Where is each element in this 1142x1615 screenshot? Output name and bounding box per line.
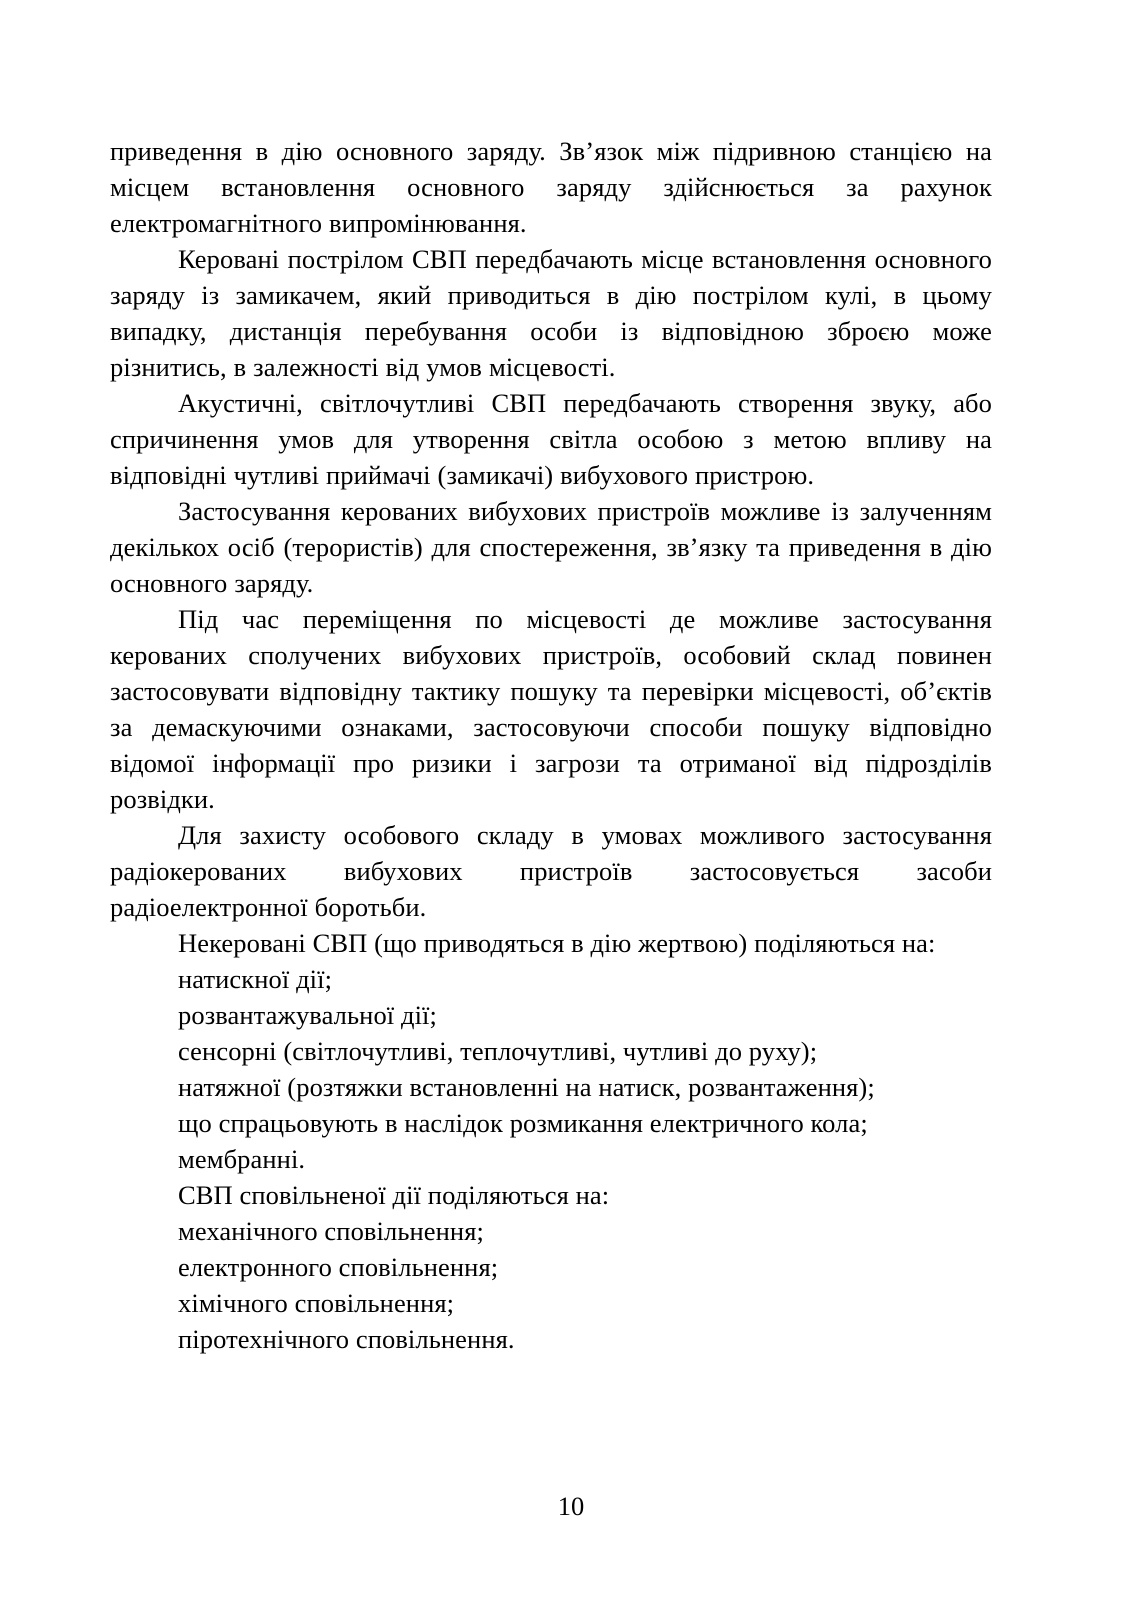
paragraph-acoustic-photosensitive: Акустичні, світлочутливі СВП передбачають створення звуку, або спричинення умов для утворення світла особою з метою впливу на відповідні чутливі приймачі (замикачі) вибухового пристрою.: [110, 388, 992, 490]
list-item: електронного сповільнення;: [178, 1252, 499, 1282]
list-item: піротехнічного сповільнення.: [178, 1324, 515, 1354]
list-item: механічного сповільнення;: [178, 1216, 484, 1246]
paragraph-application-controlled-devices: Застосування керованих вибухових пристроїв можливе із залученням декількох осіб (терористів) для спостереження, зв’язку та приведення в дію основного заряду.: [110, 496, 992, 598]
paragraph-movement-on-terrain: Під час переміщення по місцевості де можливе застосування керованих сполучених вибухових пристроїв, особовий склад повинен застосовувати відповідну тактику пошуку та перевірки місцевості, об’єктів за демаскуючими ознаками, застосовуючи способи пошуку відповідно відомої інформації про ризики і загрози та отриманої від підрозділів розвідки.: [110, 604, 992, 814]
text-column: [110, 133, 992, 1357]
list-item: що спрацьовують в наслідок розмикання електричного кола;: [178, 1108, 868, 1138]
paragraph-personnel-protection: Для захисту особового складу в умовах можливого застосування радіокерованих вибухових пристроїв застосовується засоби радіоелектронної боротьби.: [110, 820, 992, 922]
page-number: 10: [557, 1491, 585, 1521]
list-item: розвантажувальної дії;: [178, 1000, 437, 1030]
list-item: натискної дії;: [178, 964, 333, 994]
list-one-heading: Некеровані СВП (що приводяться в дію жертвою) поділяються на:: [178, 928, 936, 958]
list-two-heading: СВП сповільненої дії поділяються на:: [178, 1180, 610, 1210]
list-item: сенсорні (світлочутливі, теплочутливі, чутливі до руху);: [178, 1036, 818, 1066]
list-item: натяжної (розтяжки встановленні на натиск, розвантаження);: [178, 1072, 875, 1102]
list-item: хімічного сповільнення;: [178, 1288, 455, 1318]
list-item: мембранні.: [178, 1144, 306, 1174]
paragraph-controlled-shot: Керовані пострілом СВП передбачають місце встановлення основного заряду із замикачем, який приводиться в дію пострілом кулі, в цьому випадку, дистанція перебування особи із відповідною зброєю може різнитись, в залежності від умов місцевості.: [110, 244, 992, 382]
paragraph-continuation: приведення в дію основного заряду. Зв’язок між підривною станцією на місцем встановлення основного заряду здійснюється за рахунок електромагнітного випромінювання.: [110, 136, 992, 238]
